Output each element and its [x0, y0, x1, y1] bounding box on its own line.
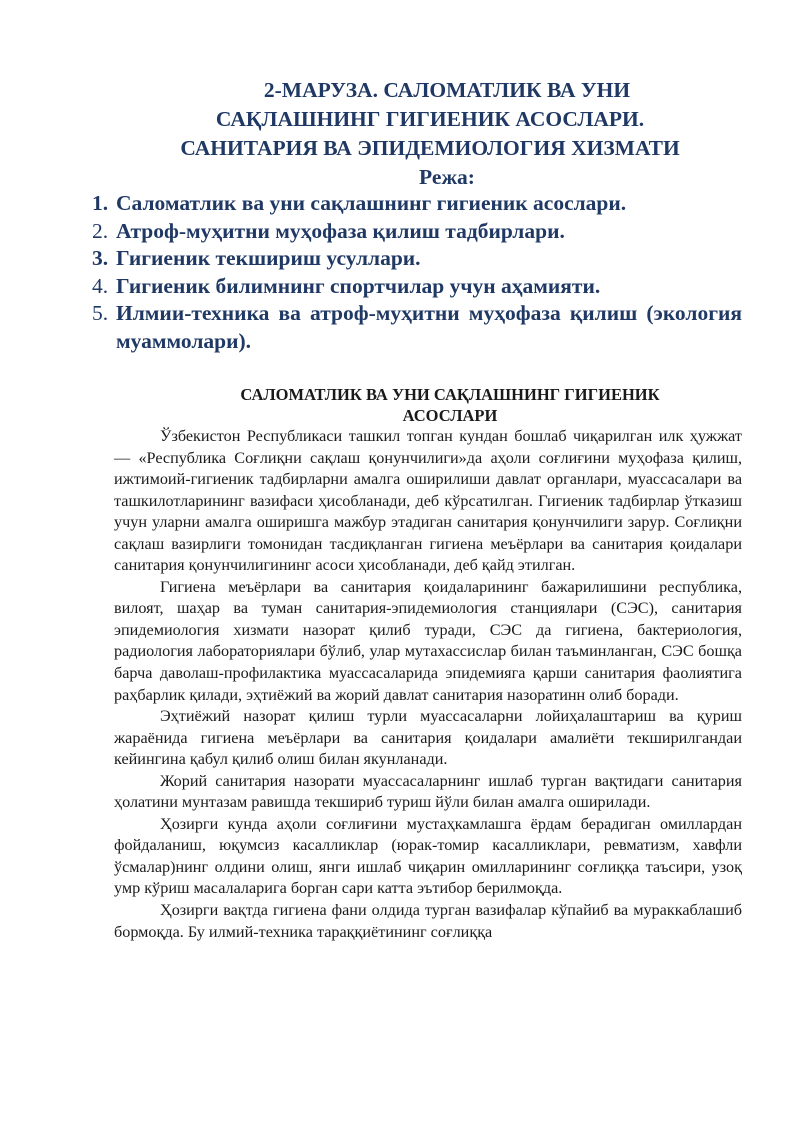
title-line: САҚЛАШНИНГ ГИГИЕНИК АСОСЛАРИ. — [215, 107, 645, 131]
plan-item-text: Гигиеник билимнинг спортчилар учун аҳамияти. — [116, 273, 601, 298]
plan-item-text: Гигиеник текшириш усуллари. — [116, 246, 421, 270]
paragraph: Ҳозирги кунда аҳоли соғлиғини мустаҳкамлашга ёрдам берадиган омиллардан фойдаланиш, юқумсиз касалликлар (юрак-томир касалликлари, ревматизм, хавфли ўсмалар)нинг олдини олиш, янги ишлаб чиқарин омилларининг соғлиққа таъсири, узоқ умр кўриш масалаларига борган сари катта эътибор берилмоқда. — [114, 814, 742, 898]
paragraph: Ўзбекистон Республикаси ташкил топган кундан бошлаб чиқарилган илк ҳужжат — «Республика Соғлиқни сақлаш қонунчилиги»да аҳоли соғлиғини муҳофаза қилиш, ижтимоий-гигиеник тадбирларни амалга оширилиши давлат органлари, муассасалари ва ташкилотларининг вазифаси ҳисобланади, деб кўрсатилган. Гигиеник тадбирлар ўтказиш учун уларни амалга оширишга мажбур этадиган санитария қонунчилиги зарур. Соғлиқни сақлаш вазирлиги томонидан тасдиқланган гигиена меъёрлари ва санитария қоидалари санитария қонунчилигининг асоси ҳисобланади, деб қайд этилган. — [114, 427, 742, 575]
section-heading — [112, 384, 748, 426]
plan-item-text: Атроф-муҳитни муҳофаза қилиш тадбирлари. — [116, 218, 565, 243]
paragraph: Эҳтиёжий назорат қилиш турли муассасаларни лойиҳалаштариш ва қуриш жараёнида гигиена меъёрлари ва санитария қоидалари амалиёти текширилгандаи кейингина қабул қилиб олиш билан якунланади. — [114, 707, 742, 769]
plan-item — [92, 245, 742, 273]
plan-item-number: 2. — [92, 218, 109, 243]
body-text — [114, 426, 742, 943]
plan-item — [92, 218, 742, 246]
section-heading-line: САЛОМАТЛИК ВА УНИ САҚЛАШНИНГ ГИГИЕНИК — [240, 385, 660, 404]
plan-item-text: Саломатлик ва уни сақлашнинг гигиеник асослари. — [116, 191, 627, 215]
plan-item-number: 3. — [92, 246, 109, 270]
plan-item-number: 5. — [92, 301, 109, 325]
plan-item-number: 1. — [92, 191, 109, 215]
plan-item — [92, 190, 742, 218]
lecture-title — [112, 76, 748, 192]
plan-item — [92, 273, 742, 301]
lecture-plan-list — [92, 190, 742, 355]
plan-item-number: 4. — [92, 273, 109, 298]
plan-item-text: Илмии-техника ва атроф-муҳитни муҳофаза қилиш (экология муаммолари). — [116, 301, 742, 353]
paragraph: Ҳозирги вақтда гигиена фани олдида турган вазифалар кўпайиб ва мураккаблашиб бормоқда. Бу илмий-техника тараққиётининг соғлиққа — [114, 901, 742, 941]
title-line: САНИТАРИЯ ВА ЭПИДЕМИОЛОГИЯ ХИЗМАТИ — [180, 136, 680, 160]
section-heading-line: АСОСЛАРИ — [402, 406, 498, 425]
paragraph: Жорий санитария назорати муассасаларнинг ишлаб турган вақтидаги санитария ҳолатини мунтазам равишда текшириб туриш йўли билан амалга оширилади. — [114, 771, 742, 812]
plan-label: Режа: — [419, 165, 475, 189]
title-line: 2-МАРУЗА. САЛОМАТЛИК ВА УНИ — [263, 78, 631, 102]
paragraph: Гигиена меъёрлари ва санитария қоидаларининг бажарилишини республика, вилоят, шаҳар ва туман санитария-эпидемиология станциялари (СЭС), санитария эпидемиология хизмати назорат қилиб туради, СЭС да гигиена, бактериология, радиология лабораториялари бўлиб, улар мутахассислар билан таъминланган, СЭС бошқа барча даволаш-профилактика муассасаларида эпидемияга қарши санитария фаолиятига раҳбарлик қилади, эҳтиёжий ва жорий давлат санитария назоратинн олиб боради. — [114, 577, 742, 704]
plan-item — [92, 300, 742, 355]
